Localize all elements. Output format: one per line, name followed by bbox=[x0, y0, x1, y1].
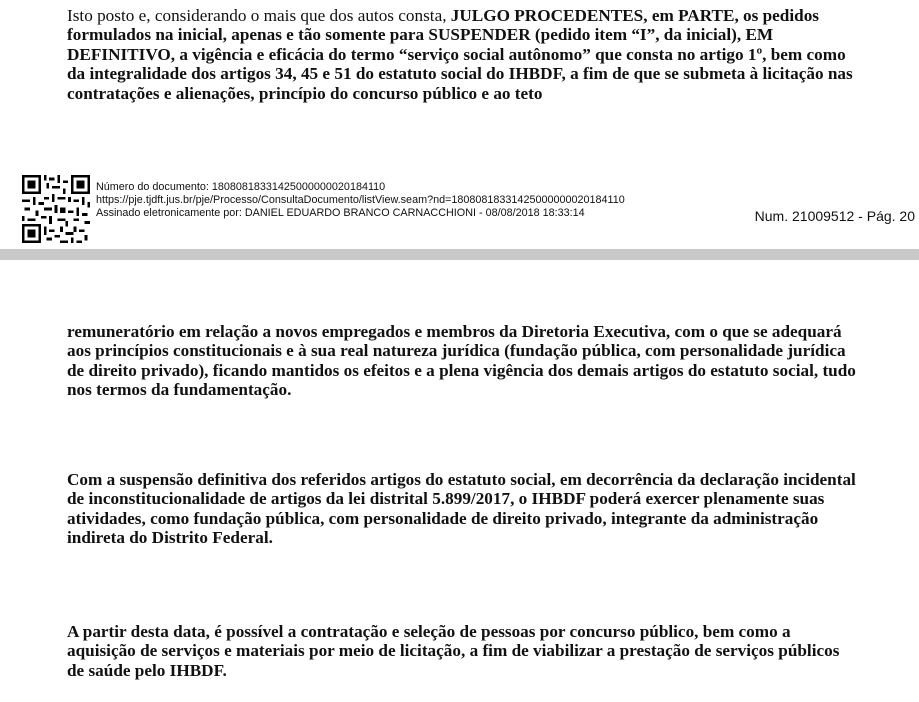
document-page-21 bbox=[0, 260, 919, 702]
paragraph-ruling: JULGO PROCEDENTES, em PARTE, os pedidos formulados na inicial, apenas e tão somente para SUSPENDER (pedido item “I”, da inicial), EM DEFINITIVO, a vigência e eficácia do termo “serviço social autônomo” que consta no artigo 1º, bem como da integralidade dos artigos 34, 45 e 51 do estatuto social do IHBDF, a fim de que se submeta à licitação nas contratações e alienações, princípio do concurso público e ao teto bbox=[67, 6, 853, 103]
document-page-20 bbox=[0, 0, 919, 249]
document-url-link[interactable]: https://pje.tjdft.jus.br/pje/Processo/ConsultaDocumento/listView.seam?nd=18080818331425000000020184110 bbox=[96, 194, 625, 207]
paragraph-intro: Isto posto e, considerando o mais que dos autos consta, bbox=[67, 6, 451, 25]
paragraph-suspension: Com a suspensão definitiva dos referidos artigos do estatuto social, em decorrência da declaração incidental de inconstitucionalidade de artigos da lei distrital 5.899/2017, o IHBDF poderá exercer plenamente suas atividades, como fundação pública, com personalidade de direito privado, integrante da administração indireta do Distrito Federal. bbox=[67, 470, 856, 548]
qr-code-icon bbox=[18, 175, 94, 243]
judgment-paragraph bbox=[67, 6, 857, 103]
document-signature-block bbox=[96, 181, 625, 221]
electronic-signature: Assinado eletronicamente por: DANIEL EDUARDO BRANCO CARNACCHIONI - 08/08/2018 18:33:14 bbox=[96, 207, 585, 220]
paragraph-hiring: A partir desta data, é possível a contratação e seleção de pessoas por concurso público, bem como a aquisição de serviços e materiais por meio de licitação, a fim de viabilizar a prestação de serviços públicos de saúde pelo IHBDF. bbox=[67, 622, 840, 680]
paragraph-continuation: remuneratório em relação a novos empregados e membros da Diretoria Executiva, com o que se adequará aos princípios constitucionais e à sua real natureza jurídica (fundação pública, com personalidade jurídica de direito privado), ficando mantidos os efeitos e a plena vigência dos demais artigos do estatuto social, tudo nos termos da fundamentação. bbox=[67, 322, 856, 400]
document-number: Número do documento: 18080818331425000000020184110 bbox=[96, 181, 386, 193]
page-number: Num. 21009512 - Pág. 20 bbox=[754, 208, 915, 224]
